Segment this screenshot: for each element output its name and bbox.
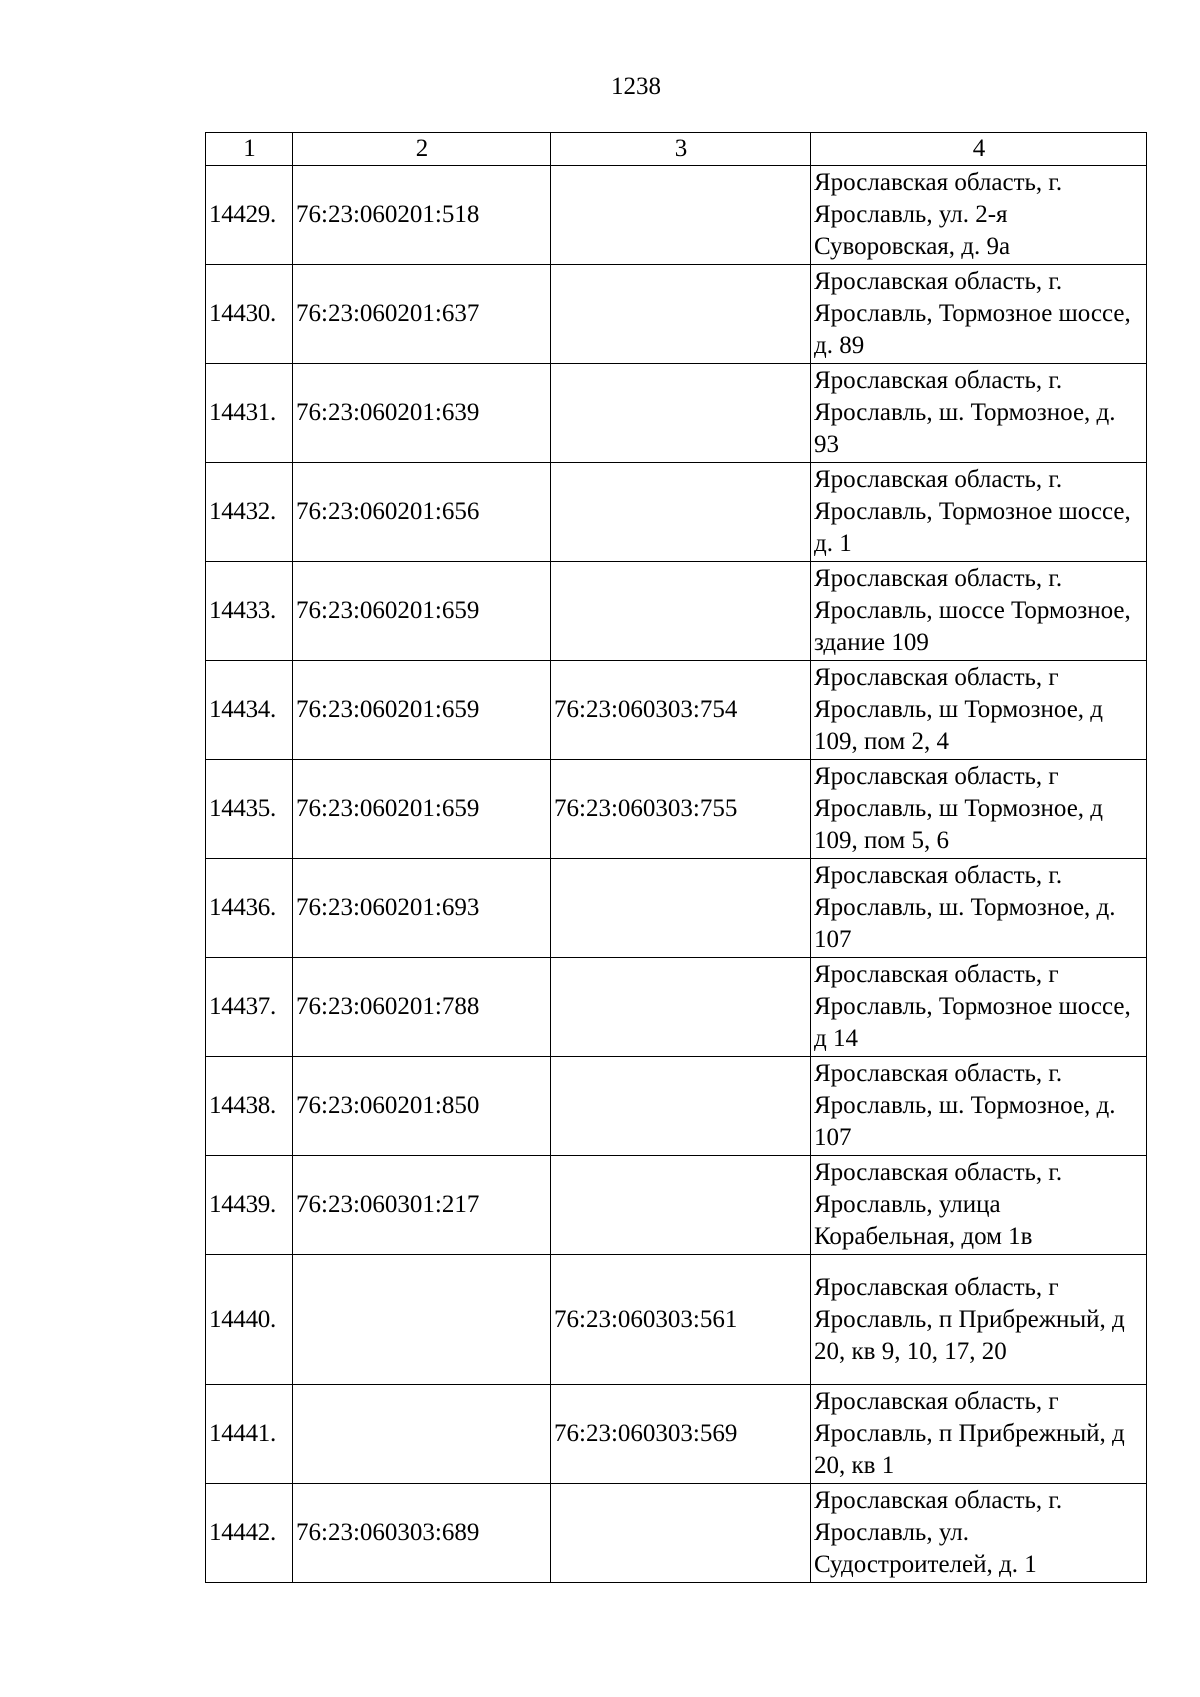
premises-number bbox=[551, 1057, 811, 1156]
address: Ярославская область, г Ярославль, п Прибрежный, д 20, кв 1 bbox=[811, 1385, 1147, 1484]
row-number: 14441. bbox=[206, 1385, 293, 1484]
cadastral-number bbox=[293, 1255, 551, 1385]
row-number: 14442. bbox=[206, 1484, 293, 1583]
premises-number: 76:23:060303:561 bbox=[551, 1255, 811, 1385]
registry-table bbox=[205, 132, 1147, 1583]
premises-number: 76:23:060303:755 bbox=[551, 760, 811, 859]
cadastral-number: 76:23:060201:659 bbox=[293, 661, 551, 760]
premises-number bbox=[551, 1156, 811, 1255]
table-row bbox=[206, 265, 1147, 364]
cadastral-number: 76:23:060201:850 bbox=[293, 1057, 551, 1156]
row-number: 14434. bbox=[206, 661, 293, 760]
cadastral-number: 76:23:060201:659 bbox=[293, 562, 551, 661]
row-number: 14436. bbox=[206, 859, 293, 958]
address: Ярославская область, г Ярославль, ш Тормозное, д 109, пом 2, 4 bbox=[811, 661, 1147, 760]
row-number: 14435. bbox=[206, 760, 293, 859]
address: Ярославская область, г. Ярославль, Тормозное шоссе, д. 89 bbox=[811, 265, 1147, 364]
table-row bbox=[206, 859, 1147, 958]
table-row bbox=[206, 760, 1147, 859]
premises-number bbox=[551, 958, 811, 1057]
table-row bbox=[206, 1385, 1147, 1484]
address: Ярославская область, г Ярославль, Тормозное шоссе, д 14 bbox=[811, 958, 1147, 1057]
premises-number bbox=[551, 1484, 811, 1583]
table-row bbox=[206, 1156, 1147, 1255]
header-cell: 1 bbox=[206, 133, 293, 166]
cadastral-number: 76:23:060201:656 bbox=[293, 463, 551, 562]
premises-number bbox=[551, 859, 811, 958]
cadastral-number: 76:23:060201:788 bbox=[293, 958, 551, 1057]
row-number: 14432. bbox=[206, 463, 293, 562]
row-number: 14440. bbox=[206, 1255, 293, 1385]
address: Ярославская область, г Ярославль, ш Тормозное, д 109, пом 5, 6 bbox=[811, 760, 1147, 859]
header-cell: 4 bbox=[811, 133, 1147, 166]
table-row bbox=[206, 1057, 1147, 1156]
table-header-row bbox=[206, 133, 1147, 166]
premises-number bbox=[551, 562, 811, 661]
row-number: 14430. bbox=[206, 265, 293, 364]
cadastral-number: 76:23:060201:659 bbox=[293, 760, 551, 859]
address: Ярославская область, г. Ярославль, ш. Тормозное, д. 107 bbox=[811, 1057, 1147, 1156]
header-cell: 2 bbox=[293, 133, 551, 166]
premises-number bbox=[551, 364, 811, 463]
table-row bbox=[206, 1255, 1147, 1385]
row-number: 14433. bbox=[206, 562, 293, 661]
table-row bbox=[206, 562, 1147, 661]
premises-number bbox=[551, 265, 811, 364]
address: Ярославская область, г. Ярославль, ш. Тормозное, д. 107 bbox=[811, 859, 1147, 958]
table-row bbox=[206, 166, 1147, 265]
row-number: 14431. bbox=[206, 364, 293, 463]
premises-number bbox=[551, 166, 811, 265]
table-row bbox=[206, 661, 1147, 760]
cadastral-number: 76:23:060201:693 bbox=[293, 859, 551, 958]
row-number: 14429. bbox=[206, 166, 293, 265]
cadastral-number: 76:23:060201:518 bbox=[293, 166, 551, 265]
page-number: 1238 bbox=[611, 73, 661, 100]
address: Ярославская область, г. Ярославль, ш. Тормозное, д. 93 bbox=[811, 364, 1147, 463]
row-number: 14438. bbox=[206, 1057, 293, 1156]
address: Ярославская область, г Ярославль, п Прибрежный, д 20, кв 9, 10, 17, 20 bbox=[811, 1255, 1147, 1385]
table-row bbox=[206, 463, 1147, 562]
address: Ярославская область, г. Ярославль, улица Корабельная, дом 1в bbox=[811, 1156, 1147, 1255]
cadastral-number: 76:23:060301:217 bbox=[293, 1156, 551, 1255]
premises-number bbox=[551, 463, 811, 562]
row-number: 14439. bbox=[206, 1156, 293, 1255]
cadastral-number: 76:23:060201:639 bbox=[293, 364, 551, 463]
address: Ярославская область, г. Ярославль, шоссе Тормозное, здание 109 bbox=[811, 562, 1147, 661]
address: Ярославская область, г. Ярославль, Тормозное шоссе, д. 1 bbox=[811, 463, 1147, 562]
address: Ярославская область, г. Ярославль, ул. Судостроителей, д. 1 bbox=[811, 1484, 1147, 1583]
premises-number: 76:23:060303:754 bbox=[551, 661, 811, 760]
address: Ярославская область, г. Ярославль, ул. 2-я Суворовская, д. 9а bbox=[811, 166, 1147, 265]
cadastral-number bbox=[293, 1385, 551, 1484]
table-row bbox=[206, 364, 1147, 463]
cadastral-number: 76:23:060201:637 bbox=[293, 265, 551, 364]
row-number: 14437. bbox=[206, 958, 293, 1057]
table-row bbox=[206, 1484, 1147, 1583]
premises-number: 76:23:060303:569 bbox=[551, 1385, 811, 1484]
cadastral-number: 76:23:060303:689 bbox=[293, 1484, 551, 1583]
header-cell: 3 bbox=[551, 133, 811, 166]
table-row bbox=[206, 958, 1147, 1057]
